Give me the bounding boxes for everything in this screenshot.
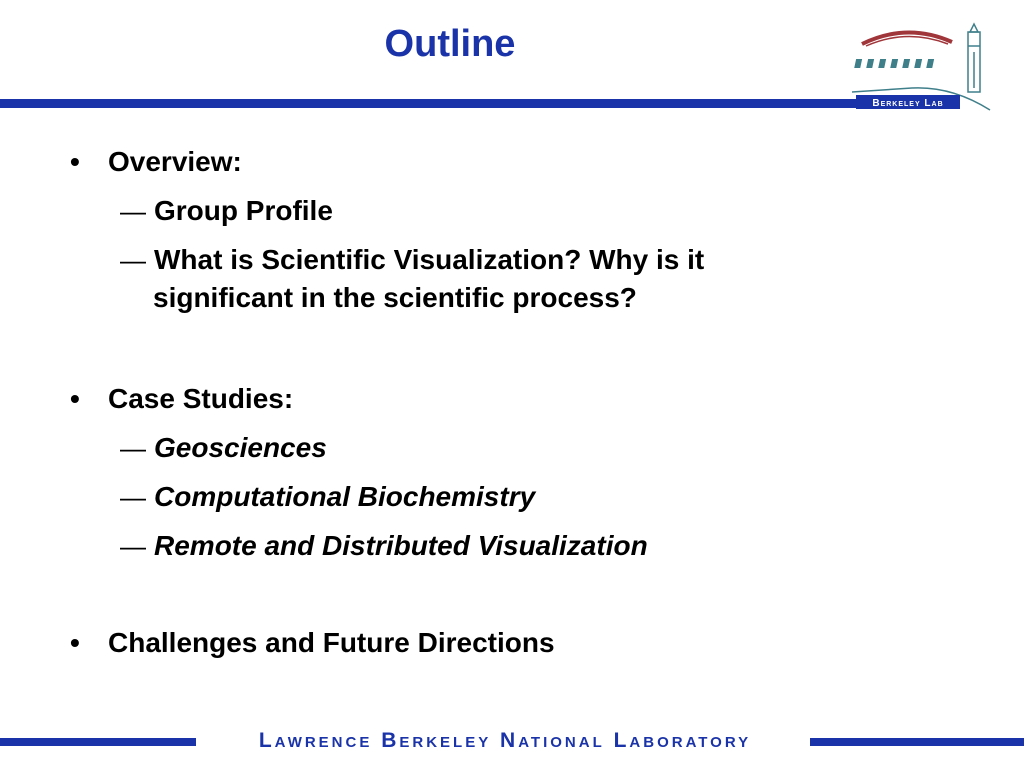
sub-item-remote-vis bbox=[120, 527, 880, 565]
bullet-dot: • bbox=[70, 146, 80, 177]
sub-item-text: Geosciences bbox=[154, 432, 327, 463]
sub-item-text: Remote and Distributed Visualization bbox=[154, 530, 648, 561]
sub-item-text: Group Profile bbox=[154, 195, 333, 226]
sub-item-text: What is Scientific Visualization? Why is it bbox=[154, 244, 705, 275]
sub-item-text: Computational Biochemistry bbox=[154, 481, 536, 512]
bullet-dot: • bbox=[70, 627, 80, 658]
dash: — bbox=[120, 245, 146, 275]
dash: — bbox=[120, 196, 146, 226]
sub-item-continuation: significant in the scientific process? bbox=[153, 282, 637, 313]
dash: — bbox=[120, 433, 146, 463]
footer-rule-left bbox=[0, 738, 196, 746]
bullet-label: Challenges and Future Directions bbox=[108, 627, 555, 658]
sub-item-what-is-sciviz bbox=[120, 241, 880, 317]
sub-item-comp-biochem bbox=[120, 478, 880, 516]
dash: — bbox=[120, 531, 146, 561]
footer-rule-right bbox=[810, 738, 1024, 746]
sub-item-group-profile bbox=[120, 192, 880, 230]
slide-title: Outline bbox=[384, 23, 516, 65]
bullet-label: Overview: bbox=[108, 146, 242, 177]
logo-text: Berkeley Lab bbox=[872, 98, 944, 109]
bullet-label: Case Studies: bbox=[108, 383, 294, 414]
sub-item-geosciences bbox=[120, 429, 880, 467]
bullet-dot: • bbox=[70, 383, 80, 414]
dash: — bbox=[120, 482, 146, 512]
footer-lab-name: Lawrence Berkeley National Laboratory bbox=[258, 729, 752, 752]
